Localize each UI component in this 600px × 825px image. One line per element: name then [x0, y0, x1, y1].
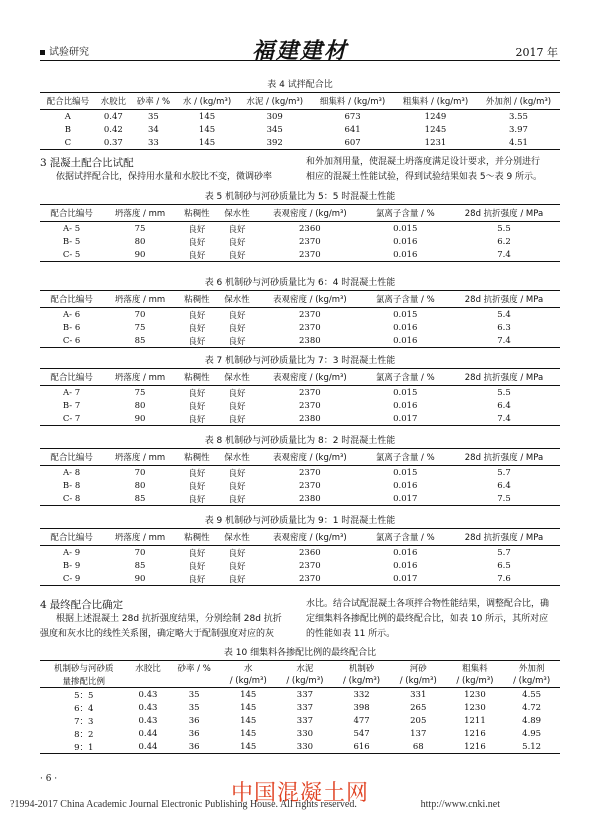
table-cell: 337 [296, 689, 314, 700]
table-row [40, 399, 560, 412]
column-header: 28d 抗折强度 / MPa [448, 369, 560, 386]
table-cell: A- 6 [63, 309, 81, 320]
table-cell: 良好 [188, 561, 206, 572]
table-row [40, 546, 560, 560]
table-row [40, 559, 560, 572]
table-cell: C- 8 [40, 492, 103, 506]
table-cell: 36 [188, 715, 200, 726]
table-cell: 4.51 [477, 136, 560, 150]
table-cell: C- 5 [40, 248, 103, 262]
table-cell: 良好 [188, 237, 206, 248]
header-year: 2017 年 [515, 46, 558, 59]
table-cell: 0.016 [393, 236, 418, 247]
table-cell: 0.43 [138, 715, 158, 726]
table-cell: 良好 [188, 310, 206, 321]
table-cell: 85 [134, 560, 146, 571]
column-header: 外加剂 [503, 661, 560, 675]
table-cell: 7.5 [448, 492, 560, 506]
table-row [40, 727, 560, 740]
section3-left-text: 依据试拌配合比，保持用水量和水胶比不变，微调砂率 [56, 172, 273, 182]
table-cell: 331 [410, 689, 427, 700]
table-cell: 145 [198, 111, 216, 122]
table-cell: 良好 [228, 224, 246, 235]
column-header: 水泥 [277, 661, 334, 675]
table-row [40, 386, 560, 400]
table-row [40, 334, 560, 348]
table-cell: 1211 [464, 715, 486, 726]
table-cell: 85 [103, 492, 177, 506]
table-cell: 0.44 [138, 728, 158, 739]
table-cell: 75 [134, 223, 146, 234]
table-cell: 4.72 [522, 702, 542, 713]
column-header-unit [168, 674, 220, 688]
table-cell: 145 [240, 728, 257, 739]
table-cell: 1245 [424, 124, 447, 135]
column-header: 28d 抗折强度 / MPa [448, 291, 560, 308]
table-header-row [40, 93, 560, 110]
column-header: 机制砂 [333, 661, 390, 675]
table-cell: 良好 [228, 388, 246, 399]
table-cell: 0.43 [138, 702, 158, 713]
table-cell: 35 [188, 689, 200, 700]
table-cell: 36 [188, 728, 200, 739]
table-cell: 1230 [464, 702, 486, 713]
column-header: 粗集料 / (kg/m³) [394, 93, 477, 110]
table-header-row [40, 291, 560, 308]
column-header: 28d 抗折强度 / MPa [448, 529, 560, 546]
section4-left-text-2: 强度和灰水比的线性关系图，确定略大于配制强度对应的灰 [40, 629, 275, 639]
table5-caption: 表 5 机制砂与河砂质量比为 5：5 时混凝土性能 [204, 192, 396, 202]
table-row [40, 572, 560, 586]
table-header-row [40, 529, 560, 546]
table-cell: 0.42 [103, 124, 123, 135]
column-header: 配合比编号 [40, 529, 103, 546]
table-cell: 547 [353, 728, 370, 739]
table-cell: 75 [134, 322, 146, 333]
table-cell: 0.44 [128, 740, 169, 754]
column-header: 水 [220, 661, 277, 675]
column-header: 砂率 / % [131, 93, 176, 110]
column-header: 配合比编号 [40, 291, 103, 308]
table-cell: 330 [296, 728, 314, 739]
table-cell: B- 5 [62, 236, 81, 247]
table-cell: 2370 [257, 572, 363, 586]
table-cell: 0.47 [103, 111, 123, 122]
table-cell: 85 [103, 334, 177, 348]
table-cell: 70 [134, 467, 146, 478]
column-header: 坍落度 / mm [103, 449, 177, 466]
table-header-row [40, 369, 560, 386]
table-cell: 0.017 [363, 492, 448, 506]
column-header: 外加剂 / (kg/m³) [477, 93, 560, 110]
table-cell: 良好 [228, 561, 246, 572]
table-cell: 337 [296, 715, 314, 726]
column-header: 28d 抗折强度 / MPa [448, 205, 560, 222]
table-cell: 2370 [299, 309, 321, 320]
section4-right-text-3: 的性能如表 11 所示。 [306, 629, 396, 639]
column-header: 表观密度 / (kg/m³) [257, 449, 363, 466]
column-header: 表观密度 / (kg/m³) [257, 291, 363, 308]
section4-right-text-2: 定细集料各掺配比例的最终配合比，如表 10 所示，其所对应 [306, 614, 549, 624]
table-cell: 良好 [228, 310, 246, 321]
table-cell: 良好 [188, 401, 206, 412]
table-cell: 良好 [188, 481, 206, 492]
table-cell: 2370 [299, 236, 321, 247]
header-section-label: 试验研究 [40, 43, 89, 58]
table-cell: 35 [188, 702, 200, 713]
table-cell: 良好 [177, 412, 217, 426]
table-cell: 68 [390, 740, 447, 754]
table-cell: 6.4 [497, 480, 511, 491]
table8-caption: 表 8 机制砂与河砂质量比为 8：2 时混凝土性能 [204, 436, 396, 446]
table-cell: 良好 [217, 248, 257, 262]
cnki-url: http://www.cnki.net [420, 799, 500, 810]
section4-heading: 4 最终配合比确定 [40, 599, 124, 611]
table-header-row [40, 661, 560, 675]
column-header: 配合比编号 [40, 205, 103, 222]
table-cell: 673 [344, 111, 361, 122]
table-cell: 良好 [188, 388, 206, 399]
table-cell: 4.89 [522, 715, 542, 726]
column-header: 粗集料 [447, 661, 504, 675]
column-header: 保水性 [217, 369, 257, 386]
table-cell: 145 [240, 715, 257, 726]
table-cell: 2370 [257, 248, 363, 262]
table-cell: 5.4 [497, 309, 511, 320]
table-cell: 0.015 [393, 309, 418, 320]
table-cell: 良好 [177, 572, 217, 586]
table-cell: 良好 [217, 572, 257, 586]
column-header: 水泥 / (kg/m³) [238, 93, 311, 110]
table-cell: 0.017 [363, 412, 448, 426]
table-cell: 145 [240, 702, 257, 713]
table8 [40, 448, 560, 506]
table-cell: 2370 [299, 467, 321, 478]
column-header: 氯离子含量 / % [363, 529, 448, 546]
table-cell: 392 [238, 136, 311, 150]
table-cell: 0.017 [363, 572, 448, 586]
column-header: 粘稠性 [177, 291, 217, 308]
table-cell: 良好 [217, 334, 257, 348]
table-cell: 641 [344, 124, 361, 135]
table-cell: 80 [134, 236, 146, 247]
table9 [40, 528, 560, 586]
table-cell: 0.43 [138, 689, 158, 700]
table-cell: 8：2 [74, 729, 94, 740]
column-header-unit: / (kg/m³) [390, 674, 447, 688]
table-cell: 0.016 [393, 400, 418, 411]
table-cell: 7.4 [448, 334, 560, 348]
table-cell: 1249 [424, 111, 447, 122]
table-cell: 良好 [228, 237, 246, 248]
column-header: 坍落度 / mm [103, 369, 177, 386]
column-header-unit [128, 674, 169, 688]
column-header: 粘稠性 [177, 369, 217, 386]
section4-left-text-1: 根据上述混凝土 28d 抗折强度结果，分别绘制 28d 抗折 [56, 614, 282, 624]
table-cell: 5：5 [74, 690, 94, 701]
table-cell: 5.12 [503, 740, 560, 754]
table-cell: 良好 [188, 468, 206, 479]
table-cell: 2380 [257, 412, 363, 426]
table-cell: 145 [176, 136, 239, 150]
column-header: 氯离子含量 / % [363, 369, 448, 386]
table-header-row [40, 205, 560, 222]
table-cell: 205 [410, 715, 427, 726]
table-cell: 1230 [464, 689, 486, 700]
section3-heading: 3 混凝土配合比试配 [40, 157, 134, 169]
table-cell: 2370 [299, 480, 321, 491]
table-row [40, 123, 560, 136]
table-cell: 良好 [188, 548, 206, 559]
table-cell: 90 [103, 248, 177, 262]
table-cell: 6.4 [497, 400, 511, 411]
table-cell: 137 [410, 728, 427, 739]
table-row [40, 248, 560, 262]
table-cell: 5.5 [497, 223, 511, 234]
column-header: 机制砂与河砂质 [40, 661, 128, 675]
table-cell: 9：1 [40, 740, 128, 754]
table-header-row [40, 449, 560, 466]
table-cell: 6：4 [74, 703, 94, 714]
table-cell: 34 [147, 124, 159, 135]
column-header-unit: / (kg/m³) [220, 674, 277, 688]
table-row [40, 235, 560, 248]
table-cell: 6.5 [497, 560, 511, 571]
column-header: 粘稠性 [177, 449, 217, 466]
table-cell: 2370 [299, 322, 321, 333]
table-cell: 398 [353, 702, 370, 713]
table-cell: 良好 [228, 401, 246, 412]
table4-caption: 表 4 试拌配合比 [267, 80, 333, 90]
table-cell: 145 [198, 124, 216, 135]
table-cell: 良好 [228, 481, 246, 492]
table-cell: A [64, 111, 71, 122]
table-cell: 0.015 [393, 223, 418, 234]
column-header: 水胶比 [128, 661, 169, 675]
table7 [40, 368, 560, 426]
column-header: 细集料 / (kg/m³) [311, 93, 394, 110]
table-cell: 良好 [177, 248, 217, 262]
table7-caption: 表 7 机制砂与河砂质量比为 7：3 时混凝土性能 [204, 356, 396, 366]
table-cell: A- 7 [63, 387, 81, 398]
column-header: 保水性 [217, 205, 257, 222]
column-header: 粘稠性 [177, 529, 217, 546]
table-cell: 309 [266, 111, 283, 122]
table-cell: 607 [311, 136, 394, 150]
column-header: 氯离子含量 / % [363, 205, 448, 222]
table-cell: 2380 [257, 334, 363, 348]
table-row [40, 110, 560, 124]
journal-logo: 福建建材 [251, 38, 348, 64]
table-cell: 2360 [299, 547, 321, 558]
table-cell: B- 8 [62, 480, 81, 491]
table-cell: 2360 [299, 223, 321, 234]
table-cell: 良好 [228, 323, 246, 334]
table-cell: 6.3 [497, 322, 511, 333]
table-cell: 477 [353, 715, 370, 726]
table-cell: 80 [134, 400, 146, 411]
column-header: 保水性 [217, 291, 257, 308]
table-row [40, 740, 560, 754]
watermark: 中国混凝土网 [230, 781, 369, 806]
table-cell: 75 [134, 387, 146, 398]
table-cell: 3.97 [509, 124, 528, 135]
table-cell: 良好 [217, 412, 257, 426]
table10 [40, 660, 560, 754]
table-row [40, 308, 560, 322]
column-header: 表观密度 / (kg/m³) [257, 529, 363, 546]
table-header-row [40, 674, 560, 688]
column-header-unit: / (kg/m³) [277, 674, 334, 688]
table-row [40, 412, 560, 426]
table-cell: 良好 [188, 323, 206, 334]
table-cell: 5.7 [497, 467, 511, 478]
table-cell: 2370 [299, 400, 321, 411]
table-cell: 332 [353, 689, 370, 700]
table-row [40, 701, 560, 714]
table-cell: 7.4 [448, 248, 560, 262]
table-cell: 1216 [464, 728, 486, 739]
table-cell: 良好 [177, 334, 217, 348]
table-cell: 良好 [188, 224, 206, 235]
table-row [40, 321, 560, 334]
column-header-unit: / (kg/m³) [447, 674, 504, 688]
table5 [40, 204, 560, 262]
table-cell: 36 [168, 740, 220, 754]
table-row [40, 714, 560, 727]
table-cell: 4.95 [522, 728, 542, 739]
table-cell: C- 9 [40, 572, 103, 586]
table-cell: 90 [103, 412, 177, 426]
table-cell: 良好 [177, 492, 217, 506]
column-header: 配合比编号 [40, 449, 103, 466]
table-cell: A- 9 [63, 547, 81, 558]
table-cell: 0.016 [393, 560, 418, 571]
table-cell: 0.016 [393, 322, 418, 333]
table-cell: A- 8 [63, 467, 81, 478]
column-header: 氯离子含量 / % [363, 449, 448, 466]
table6-caption: 表 6 机制砂与河砂质量比为 6：4 时混凝土性能 [204, 278, 396, 288]
table-row [40, 222, 560, 236]
column-header: 28d 抗折强度 / MPa [448, 449, 560, 466]
table-cell: 良好 [228, 548, 246, 559]
table-row [40, 688, 560, 702]
column-header-unit: / (kg/m³) [503, 674, 560, 688]
table-cell: C [40, 136, 96, 150]
column-header: 配合比编号 [40, 93, 96, 110]
table-cell: 145 [240, 689, 257, 700]
table6 [40, 290, 560, 348]
table-cell: 0.016 [393, 480, 418, 491]
table-cell: 7.6 [448, 572, 560, 586]
column-header: 保水性 [217, 529, 257, 546]
column-header: 河砂 [390, 661, 447, 675]
table-cell: 265 [410, 702, 427, 713]
table-cell: 0.37 [96, 136, 131, 150]
table-row [40, 466, 560, 480]
table-cell: 80 [134, 480, 146, 491]
table-cell: 0.015 [393, 467, 418, 478]
copyright-notice: ?1994-2017 China Academic Journal Electronic Publishing House. All rights reserved. [10, 799, 357, 810]
table-cell: 5.7 [497, 547, 511, 558]
table-cell: B- 6 [62, 322, 81, 333]
table-cell: 良好 [228, 468, 246, 479]
table-cell: 90 [103, 572, 177, 586]
table-cell: 3.55 [509, 111, 528, 122]
table-cell: 35 [147, 111, 159, 122]
column-header: 砂率 / % [168, 661, 220, 675]
table-cell: 345 [266, 124, 283, 135]
table-cell: C- 7 [40, 412, 103, 426]
table-cell: 0.016 [363, 334, 448, 348]
table-cell: 7.4 [448, 412, 560, 426]
table-cell: 2380 [257, 492, 363, 506]
table-row [40, 492, 560, 506]
table-cell: 70 [134, 547, 146, 558]
table-cell: 良好 [217, 492, 257, 506]
table-cell: 5.5 [497, 387, 511, 398]
table-cell: B- 9 [62, 560, 81, 571]
section3-right-text-1: 和外加剂用量，使混凝土坍落度满足设计要求，并分别进行 [306, 157, 541, 167]
table-cell: 616 [333, 740, 390, 754]
column-header: 坍落度 / mm [103, 205, 177, 222]
table10-caption: 表 10 细集料各掺配比例的最终配合比 [223, 648, 377, 658]
table-cell: 1216 [447, 740, 504, 754]
column-header: 保水性 [217, 449, 257, 466]
table-cell: A- 5 [63, 223, 81, 234]
table-cell: B [64, 124, 71, 135]
page-number: · 6 · [40, 774, 58, 784]
table-cell: C- 6 [40, 334, 103, 348]
table-cell: 4.55 [522, 689, 542, 700]
column-header-unit: 量掺配比例 [40, 674, 128, 688]
column-header: 表观密度 / (kg/m³) [257, 369, 363, 386]
table-cell: B- 7 [62, 400, 81, 411]
table-cell: 337 [296, 702, 314, 713]
column-header: 配合比编号 [40, 369, 103, 386]
table4 [40, 92, 560, 150]
column-header: 粘稠性 [177, 205, 217, 222]
table9-caption: 表 9 机制砂与河砂质量比为 9：1 时混凝土性能 [204, 516, 396, 526]
table-cell: 1231 [394, 136, 477, 150]
column-header-unit: / (kg/m³) [333, 674, 390, 688]
table-cell: 33 [131, 136, 176, 150]
column-header: 坍落度 / mm [103, 291, 177, 308]
section4-right-text-1: 水比。结合试配混凝土各项拌合物性能结果，调整配合比，确 [306, 599, 550, 609]
table-cell: 70 [134, 309, 146, 320]
column-header: 水 / (kg/m³) [176, 93, 239, 110]
table-cell: 2370 [299, 387, 321, 398]
column-header: 氯离子含量 / % [363, 291, 448, 308]
header-rule [40, 60, 560, 61]
section3-right-text-2: 相应的混凝土性能试验，得到试验结果如表 5～表 9 所示。 [306, 172, 543, 182]
table-cell: 0.015 [393, 387, 418, 398]
table-cell: 330 [277, 740, 334, 754]
column-header: 坍落度 / mm [103, 529, 177, 546]
table-cell: 145 [220, 740, 277, 754]
table-cell: 0.016 [363, 248, 448, 262]
table-cell: 2370 [299, 560, 321, 571]
column-header: 表观密度 / (kg/m³) [257, 205, 363, 222]
column-header: 水胶比 [96, 93, 131, 110]
table-cell: 0.016 [393, 547, 418, 558]
table-row [40, 136, 560, 150]
table-row [40, 479, 560, 492]
table-cell: 7：3 [74, 716, 94, 727]
table-cell: 6.2 [497, 236, 511, 247]
